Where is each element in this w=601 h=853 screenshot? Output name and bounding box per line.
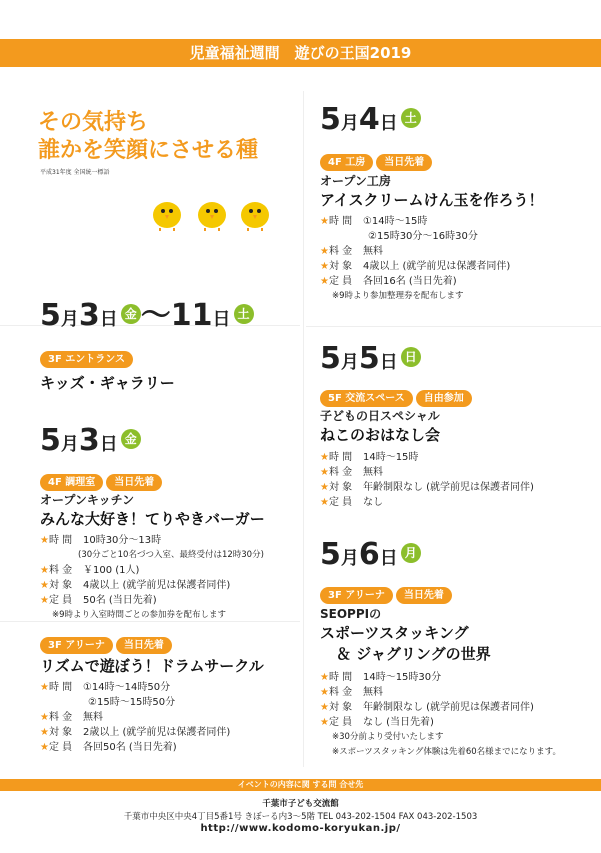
event-tags [40, 347, 136, 368]
event-note: ※9時より参加整理券を配布します [332, 291, 464, 301]
location-tag: 3F エントランス [40, 351, 133, 368]
event-title: スポーツスタッキング [320, 624, 469, 642]
divider [306, 326, 601, 327]
event-details: ★時 間 14時～15時30分 ★料 金 無料 ★対 象 年齢制限なし (就学前児は保護者同伴) ★定 員 なし (当日先着) ※30分前より受付いたします ※スポーツスタッキング体験は先着60名様までになります。 [320, 670, 561, 760]
event-date-may3-11: 5月3日 金 ～11日 土 [40, 299, 254, 337]
event-subtitle: オープンキッチン [40, 493, 135, 507]
event-tags: 3F アリーナ 当日先着 [40, 633, 175, 654]
event-title: ねこのおはなし会 [320, 426, 441, 444]
header-title: 児童福祉週間 遊びの王国2019 [189, 44, 412, 62]
footer-bar [0, 779, 601, 791]
event-tags [320, 150, 435, 171]
event-details: ★時 間 14時～15時 ★料 金 無料 ★対 象 年齢制限なし (就学前児は保護者同伴) ★定 員 なし [320, 452, 534, 508]
event-note: ※30分前より受付いたします [332, 732, 444, 742]
chick-illustration [236, 196, 274, 232]
event-subtitle: 子どもの日スペシャル [320, 409, 440, 423]
event-details: ★時 間 ①14時～15時 ②15時30分～16時30分 ★料 金 無料 ★対 象 4歳以上 (就学前児は保護者同伴) ★定 員 各回16名 (当日先着) ※9時より参加整理券を配布します [320, 214, 510, 304]
event-tags: 5F 交流スペース 自由参加 [320, 386, 475, 407]
footer-url-link[interactable]: http://www.kodomo-koryukan.jp/ [200, 823, 401, 834]
chick-illustration [148, 196, 186, 232]
footer-bar-text: イベントの内容に関 する問 合せ先 [237, 780, 364, 789]
column-divider [303, 91, 304, 767]
footer-org: 千葉市子ども交流館 [262, 799, 339, 809]
event-date-may6: 5月6日 月 [320, 538, 421, 576]
event-tags: 4F 調理室 当日先着 [40, 470, 165, 491]
event-title: ＆ ジャグリングの世界 [336, 645, 491, 663]
event-date-may5: 5月5日 日 [320, 342, 421, 380]
chick-illustration [193, 196, 231, 232]
event-title: リズムで遊ぼう！ドラムサークル [40, 657, 264, 675]
event-note: ※9時より入室時間ごとの参加券を配布します [52, 610, 227, 620]
event-subtitle: オープン工房 [320, 174, 391, 188]
event-note: ※スポーツスタッキング体験は先着60名様までになります。 [332, 747, 561, 757]
event-tags: 3F アリーナ 当日先着 [320, 583, 455, 604]
event-details: ★時 間 10時30分～13時 (30分ごと10名づつ入室、最終受付は12時30分) ★料 金 ￥100 (1人) ★対 象 4歳以上 (就学前児は保護者同伴) ★定 員 50名 (当日先着) ※9時より入室時間ごとの参加券を配布します [40, 533, 264, 623]
event-date-may3: 5月3日 金 [40, 424, 141, 462]
location-tag: 4F 工房 [320, 154, 373, 171]
header-bar [0, 39, 601, 67]
event-subtitle: SEOPPIの [320, 607, 382, 621]
divider [0, 621, 300, 622]
footer-address: 千葉市中央区中央4丁目5番1号 きぼーる内3～5階 TEL 043-202-1504 FAX 043-202-1503 [123, 812, 478, 822]
event-title: みんな大好き！てりやきバーガー [40, 510, 265, 528]
event-details: ★時 間 ①14時～14時50分 ②15時～15時50分 ★料 金 無料 ★対 象 2歳以上 (就学前児は保護者同伴) ★定 員 各回50名 (当日先着) [40, 682, 231, 753]
slogan-line1: その気持ち [38, 110, 149, 135]
slogan-caption: 平成31年度 全国統一標語 [40, 169, 110, 176]
event-date-may4: 5月4日 土 [320, 103, 421, 141]
event-title: キッズ・ギャラリー [40, 374, 175, 392]
entry-tag: 当日先着 [376, 154, 432, 171]
slogan-line2: 誰かを笑顔にさせる種 [38, 138, 259, 163]
slogan [38, 109, 258, 165]
event-title: アイスクリームけん玉を作ろう！ [320, 191, 544, 209]
weekday-badge: 土 [401, 108, 421, 128]
